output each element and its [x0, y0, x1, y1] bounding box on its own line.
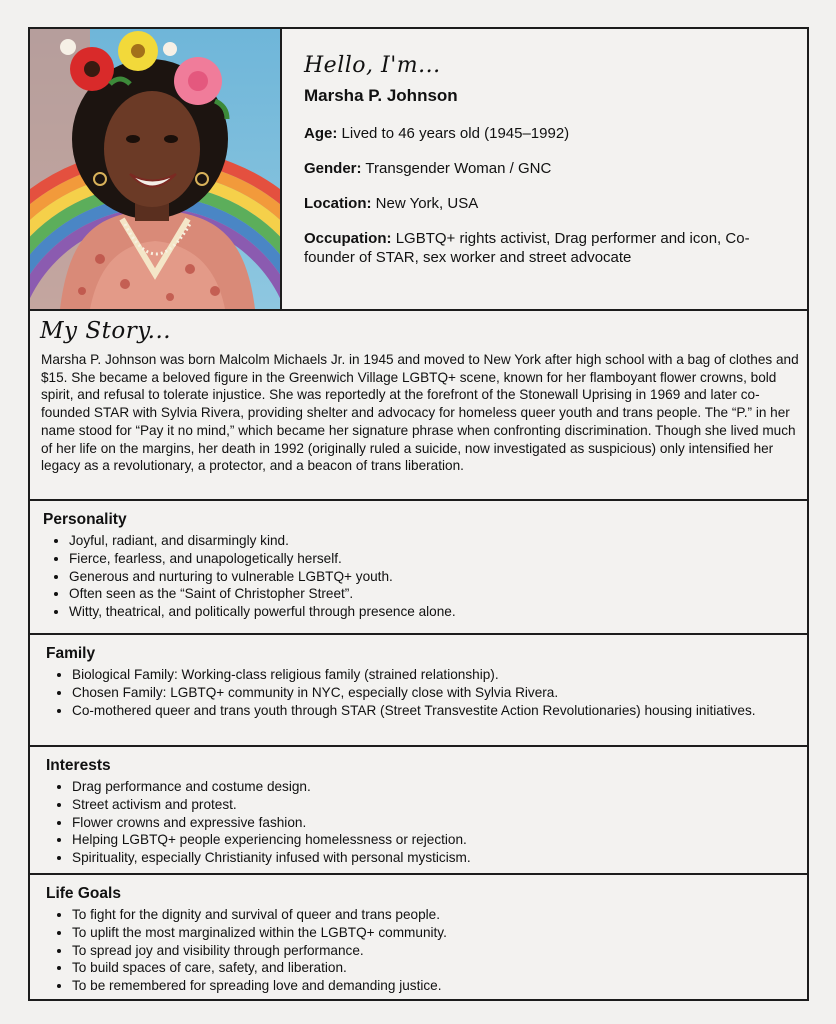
list-item: • Flower crowns and expressive fashion. [72, 814, 787, 832]
personality-heading: Personality [43, 511, 127, 528]
age-label: Age: [304, 125, 338, 142]
list-item: • Witty, theatrical, and politically powerful through presence alone. [69, 603, 787, 621]
story-section [30, 309, 807, 501]
life-goals-heading: Life Goals [46, 885, 121, 902]
list-item: • Co-mothered queer and trans youth through STAR (Street Transvestite Action Revolutionaries) housing initiatives. [72, 702, 787, 720]
life-goals-section [30, 875, 807, 1001]
interests-list [57, 778, 787, 867]
story-text: Marsha P. Johnson was born Malcolm Michaels Jr. in 1945 and moved to New York after high school with a bag of clothes and $15. She became a beloved figure in the Greenwich Village LGBTQ+ scene, known for her flamboyant flower crowns, bold spirit, and refusal to tolerate injustice. She was reportedly at the forefront of the Stonewall Uprising in 1969 and later co-founded STAR with Sylvia Rivera, providing shelter and advocacy for homeless queer youth and trans people. The “P.” in her name stood for “Pay it no mind,” which became her signature phrase when confronting discrimination. Though she lived much of her life on the margins, her death in 1992 (originally ruled a suicide, now investigated as suspicious) only intensified her legacy as a revolutionary, a protector, and a beacon of trans liberation. [41, 352, 799, 474]
persona-card [28, 27, 809, 1001]
gender-field [304, 159, 787, 178]
story-heading: My Story... [40, 318, 172, 344]
greeting-heading: Hello, I'm... [304, 53, 441, 78]
list-item: • To fight for the dignity and survival of queer and trans people. [72, 906, 787, 924]
profile-header [30, 29, 807, 311]
personality-list [54, 532, 787, 621]
list-item: • Street activism and protest. [72, 796, 787, 814]
interests-section [30, 747, 807, 875]
list-item: • Joyful, radiant, and disarmingly kind. [69, 532, 787, 550]
age-value: Lived to 46 years old (1945–1992) [341, 125, 570, 142]
list-item: • Often seen as the “Saint of Christopher Street”. [69, 585, 787, 603]
personality-section [30, 501, 807, 635]
occupation-label: Occupation: [304, 230, 392, 247]
list-item: • Spirituality, especially Christianity infused with personal mysticism. [72, 849, 787, 867]
location-field [304, 194, 787, 213]
family-heading: Family [46, 645, 96, 662]
occupation-field [304, 229, 787, 267]
gender-label: Gender: [304, 160, 362, 177]
portrait-illustration [30, 29, 280, 309]
profile-photo [30, 29, 282, 309]
list-item: • To be remembered for spreading love and demanding justice. [72, 977, 787, 995]
list-item: • Biological Family: Working-class religious family (strained relationship). [72, 666, 787, 684]
family-list [57, 666, 787, 719]
list-item: • Generous and nurturing to vulnerable LGBTQ+ youth. [69, 568, 787, 586]
age-field [304, 124, 787, 143]
list-item: • Helping LGBTQ+ people experiencing homelessness or rejection. [72, 831, 787, 849]
location-label: Location: [304, 195, 372, 212]
list-item: • To build spaces of care, safety, and liberation. [72, 959, 787, 977]
life-goals-list [57, 906, 787, 995]
list-item: • Chosen Family: LGBTQ+ community in NYC, especially close with Sylvia Rivera. [72, 684, 787, 702]
occupation-value: LGBTQ+ rights activist, Drag performer and icon, Co-founder of STAR, sex worker and street advocate [304, 230, 750, 266]
list-item: • To uplift the most marginalized within the LGBTQ+ community. [72, 924, 787, 942]
list-item: • Drag performance and costume design. [72, 778, 787, 796]
persona-name: Marsha P. Johnson [304, 86, 458, 105]
interests-heading: Interests [46, 757, 111, 774]
list-item: • Fierce, fearless, and unapologetically herself. [69, 550, 787, 568]
gender-value: Transgender Woman / GNC [365, 160, 552, 177]
list-item: • To spread joy and visibility through performance. [72, 942, 787, 960]
intro-panel [304, 53, 787, 283]
family-section [30, 635, 807, 747]
location-value: New York, USA [375, 195, 479, 212]
